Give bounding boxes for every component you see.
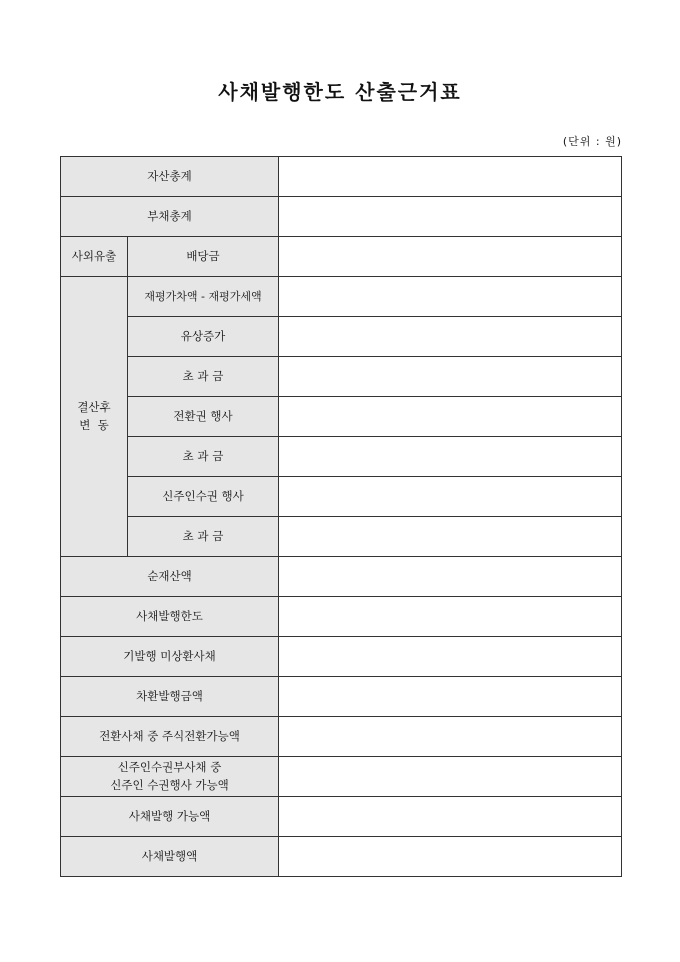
row-total-liabilities — [61, 197, 622, 237]
label-issue-amount: 사채발행액 — [61, 837, 279, 877]
label-outflow-group: 사외유출 — [61, 237, 128, 277]
value-total-assets[interactable] — [279, 157, 622, 197]
bw-portion-line1: 신주인수권부사채 중 — [117, 759, 222, 774]
row-issue-amount — [61, 837, 622, 877]
value-bond-issue-limit[interactable] — [279, 597, 622, 637]
row-outstanding-unredeemed — [61, 637, 622, 677]
row-excess-3 — [61, 517, 622, 557]
document-title: 사채발행한도 산출근거표 — [218, 80, 462, 104]
row-issuable-amount — [61, 797, 622, 837]
row-refinancing-amount — [61, 677, 622, 717]
label-warrant-exercise: 신주인수권 행사 — [128, 477, 279, 517]
label-issuable-amount: 사채발행 가능액 — [61, 797, 279, 837]
value-conversion-exercise[interactable] — [279, 397, 622, 437]
value-refinancing-amount[interactable] — [279, 677, 622, 717]
row-revaluation — [61, 277, 622, 317]
unit-note: (단위 : 원) — [562, 135, 622, 148]
label-total-liabilities: 부채총계 — [61, 197, 279, 237]
label-bw-portion — [61, 757, 279, 797]
value-convertible-portion[interactable] — [279, 717, 622, 757]
value-dividends[interactable] — [279, 237, 622, 277]
value-revaluation[interactable] — [279, 277, 622, 317]
row-convertible-portion — [61, 717, 622, 757]
value-issuable-amount[interactable] — [279, 797, 622, 837]
row-bw-portion — [61, 757, 622, 797]
value-bw-portion[interactable] — [279, 757, 622, 797]
value-paid-in-increase[interactable] — [279, 317, 622, 357]
label-total-assets: 자산총계 — [61, 157, 279, 197]
value-excess-2[interactable] — [279, 437, 622, 477]
row-paid-in-increase — [61, 317, 622, 357]
value-outstanding-unredeemed[interactable] — [279, 637, 622, 677]
label-outstanding-unredeemed: 기발행 미상환사채 — [61, 637, 279, 677]
label-excess-2: 초 과 금 — [128, 437, 279, 477]
bw-portion-line2: 신주인 수권행사 가능액 — [110, 777, 229, 792]
label-post-settlement-group — [61, 277, 128, 557]
label-net-assets: 순재산액 — [61, 557, 279, 597]
row-total-assets — [61, 157, 622, 197]
post-settlement-line1: 결산후 — [77, 399, 111, 414]
row-excess-2 — [61, 437, 622, 477]
value-excess-1[interactable] — [279, 357, 622, 397]
row-bond-issue-limit — [61, 597, 622, 637]
label-conversion-exercise: 전환권 행사 — [128, 397, 279, 437]
row-net-assets — [61, 557, 622, 597]
label-convertible-portion: 전환사채 중 주식전환가능액 — [61, 717, 279, 757]
label-paid-in-increase: 유상증가 — [128, 317, 279, 357]
value-total-liabilities[interactable] — [279, 197, 622, 237]
value-issue-amount[interactable] — [279, 837, 622, 877]
post-settlement-line2: 변 동 — [79, 417, 109, 432]
value-excess-3[interactable] — [279, 517, 622, 557]
label-revaluation: 재평가차액 - 재평가세액 — [128, 277, 279, 317]
label-refinancing-amount: 차환발행금액 — [61, 677, 279, 717]
label-bond-issue-limit: 사채발행한도 — [61, 597, 279, 637]
row-dividends — [61, 237, 622, 277]
row-warrant-exercise — [61, 477, 622, 517]
value-net-assets[interactable] — [279, 557, 622, 597]
label-excess-1: 초 과 금 — [128, 357, 279, 397]
label-dividends: 배당금 — [128, 237, 279, 277]
row-conversion-exercise — [61, 397, 622, 437]
value-warrant-exercise[interactable] — [279, 477, 622, 517]
label-excess-3: 초 과 금 — [128, 517, 279, 557]
row-excess-1 — [61, 357, 622, 397]
calculation-table — [60, 156, 622, 877]
